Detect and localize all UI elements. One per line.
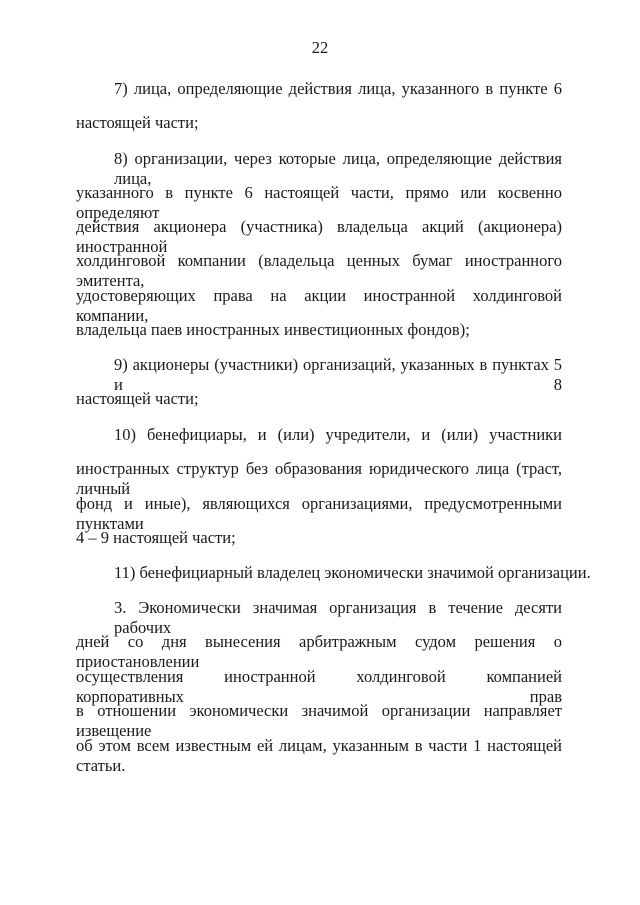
text-line: 9) акционеры (участники) организаций, указанных в пунктах 5 и 8 (114, 355, 562, 394)
text-line: холдинговой компании (владельца ценных бумаг иностранного эмитента, (76, 251, 562, 290)
text-line: 7) лица, определяющие действия лица, указанного в пункте 6 (114, 79, 562, 98)
text-line: в отношении экономически значимой организации направляет извещение (76, 701, 562, 740)
text-line: 3. Экономически значимая организация в течение десяти рабочих (114, 598, 562, 637)
text-line: 11) бенефициарный владелец экономически значимой организации. (114, 563, 591, 582)
text-line: фонд и иные), являющихся организациями, предусмотренными пунктами (76, 494, 562, 533)
text-line: 8) организации, через которые лица, определяющие действия лица, (114, 149, 562, 188)
text-line: удостоверяющих права на акции иностранной холдинговой компании, (76, 286, 562, 325)
text-line: об этом всем известным ей лицам, указанным в части 1 настоящей статьи. (76, 736, 562, 775)
text-line: настоящей части; (76, 113, 199, 132)
text-line: действия акционера (участника) владельца акций (акционера) иностранной (76, 217, 562, 256)
text-line: осуществления иностранной холдинговой компанией корпоративных прав (76, 667, 562, 706)
page-number: 22 (311, 38, 329, 57)
text-line: иностранных структур без образования юридического лица (траст, личный (76, 459, 562, 498)
text-line: владельца паев иностранных инвестиционных фондов); (76, 320, 470, 339)
text-line: настоящей части; (76, 389, 199, 408)
text-line: дней со дня вынесения арбитражным судом решения о приостановлении (76, 632, 562, 671)
text-line: указанного в пункте 6 настоящей части, прямо или косвенно определяют (76, 183, 562, 222)
text-line: 4 – 9 настоящей части; (76, 528, 236, 547)
text-line: 10) бенефициары, и (или) учредители, и (или) участники (114, 425, 562, 444)
